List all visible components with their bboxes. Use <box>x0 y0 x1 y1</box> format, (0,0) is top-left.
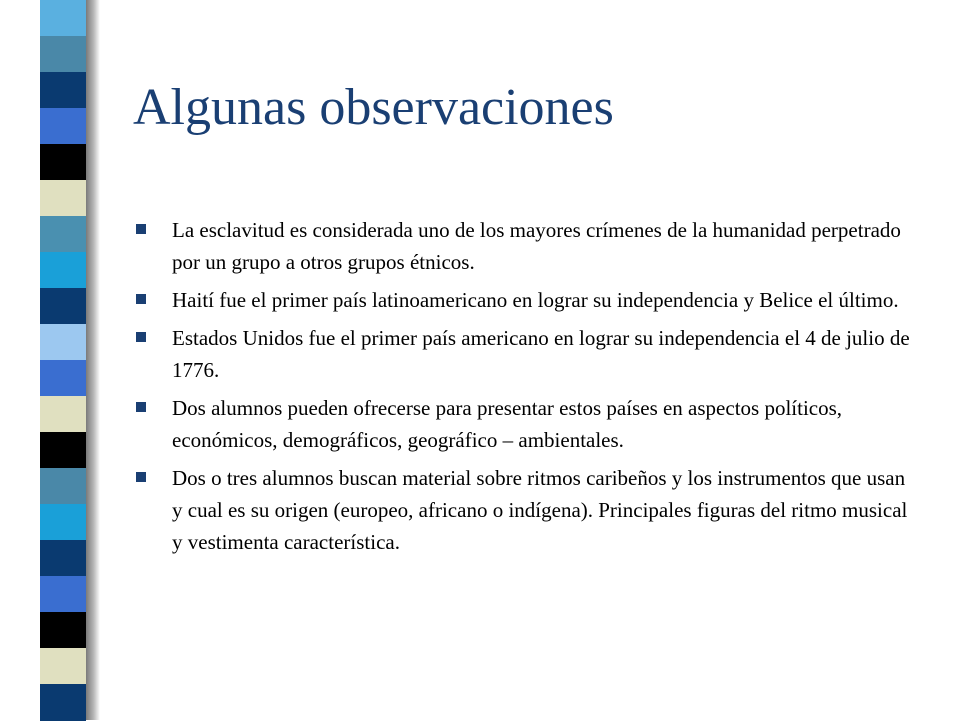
stripe-band <box>40 216 86 253</box>
bullet-text: Estados Unidos fue el primer país americano en lograr su independencia el 4 de julio de 1776. <box>172 326 910 382</box>
bullet-text: La esclavitud es considerada uno de los mayores crímenes de la humanidad perpetrado por un grupo a otros grupos étnicos. <box>172 218 901 274</box>
square-bullet-icon <box>136 332 146 342</box>
stripe-band <box>40 0 86 37</box>
bullet-list <box>130 214 920 564</box>
stripe-band <box>40 144 86 181</box>
stripe-band <box>40 180 86 217</box>
stripe-band <box>40 432 86 469</box>
square-bullet-icon <box>136 472 146 482</box>
slide-title: Algunas observaciones <box>133 79 614 136</box>
square-bullet-icon <box>136 224 146 234</box>
stripe-band <box>40 108 86 145</box>
bullet-text: Haití fue el primer país latinoamericano en lograr su independencia y Belice el último. <box>172 288 899 312</box>
square-bullet-icon <box>136 294 146 304</box>
stripe-band <box>40 324 86 361</box>
bullet-item <box>130 284 920 316</box>
bullet-item <box>130 322 920 386</box>
bullet-text: Dos o tres alumnos buscan material sobre ritmos caribeños y los instrumentos que usan y cual es su origen (europeo, africano o indígena). Principales figuras del ritmo musical y vestimenta característica. <box>172 466 908 554</box>
stripe-band <box>40 684 86 721</box>
stripe-band <box>40 252 86 289</box>
bullet-text: Dos alumnos pueden ofrecerse para presentar estos países en aspectos políticos, económicos, demográficos, geográfico – ambientales. <box>172 396 843 452</box>
stripe-band <box>40 612 86 649</box>
stripe-band <box>40 36 86 73</box>
stripe-band <box>40 468 86 505</box>
stripe-band <box>40 288 86 325</box>
square-bullet-icon <box>136 402 146 412</box>
bullet-item <box>130 462 920 558</box>
decorative-color-stripe <box>40 0 86 720</box>
bullet-item <box>130 214 920 278</box>
bullet-item <box>130 392 920 456</box>
stripe-band <box>40 72 86 109</box>
stripe-band <box>40 360 86 397</box>
stripe-shadow <box>86 0 100 720</box>
stripe-band <box>40 504 86 541</box>
stripe-band <box>40 396 86 433</box>
stripe-band <box>40 648 86 685</box>
stripe-band <box>40 576 86 613</box>
stripe-band <box>40 540 86 577</box>
